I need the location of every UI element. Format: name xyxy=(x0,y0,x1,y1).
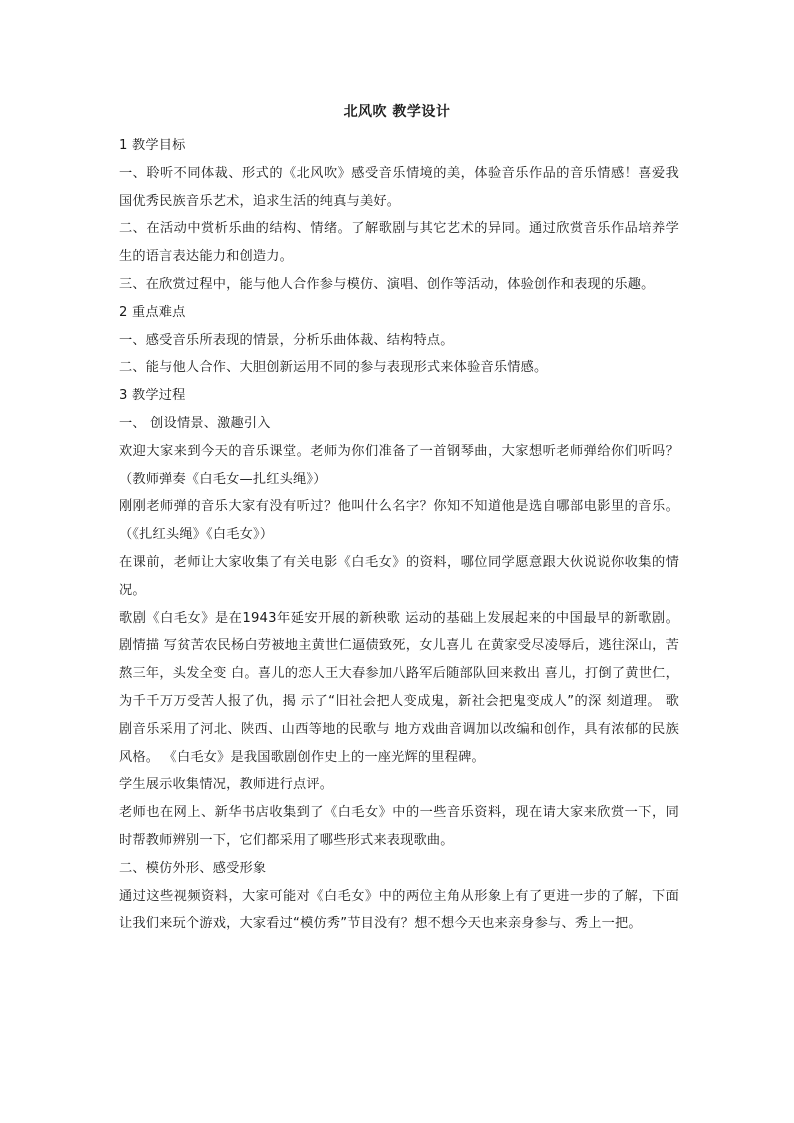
section-heading-process: 3 教学过程 xyxy=(119,388,186,404)
paragraph-preclass: 在课前，老师让大家收集了有关电影《白毛女》的资料，哪位同学愿意跟大伙说说你收集的情况。 xyxy=(119,554,679,598)
document-body xyxy=(119,132,679,938)
document-title: 北风吹 教学设计 xyxy=(343,104,451,120)
paragraph-welcome: 欢迎大家来到今天的音乐课堂。老师为你们准备了一首钢琴曲，大家想听老师弹给你们听吗？（教师弹奏《白毛女—扎红头绳》） xyxy=(119,443,679,487)
paragraph-teacher-materials: 老师也在网上、新华书店收集到了《白毛女》中的一些音乐资料，现在请大家来欣赏一下，同时帮教师辨别一下，它们都采用了哪些形式来表现歌曲。 xyxy=(119,805,679,848)
paragraph-question: 刚刚老师弹的音乐大家有没有听过？他叫什么名字？你知不知道他是选自哪部电影里的音乐。（《扎红头绳》《白毛女》） xyxy=(119,499,679,543)
paragraph-opera-intro: 歌剧《白毛女》是在1943年延安开展的新秧歌 运动的基础上发展起来的中国最早的新歌剧。剧情描 写贫苦农民杨白劳被地主黄世仁逼债致死，女儿喜儿 在黄家受尽凌辱后，逃往深山，苦熬三年，头发全变 白。喜儿的恋人王大春参加八路军后随部队回来救出 喜儿，打倒了黄世仁，为千千万万受苦人报了仇，揭 示了“旧社会把人变成鬼，新社会把鬼变成人”的深 刻道理。 歌剧音乐采用了河北、陕西、山西等地的民歌与 地方戏曲音调加以改编和创作，具有浓郁的民族风格。 《白毛女》是我国歌剧创作史上的一座光辉的里程碑。 xyxy=(119,610,679,765)
section-heading-objectives: 1 教学目标 xyxy=(119,138,186,153)
objective-3: 三、在欣赏过程中，能与他人合作参与模仿、演唱、创作等活动，体验创作和表现的乐趣。 xyxy=(119,276,655,292)
objective-2: 二、在活动中赏析乐曲的结构、情绪。了解歌剧与其它艺术的异同。通过欣赏音乐作品培养学生的语言表达能力和创造力。 xyxy=(119,221,679,265)
paragraph-game: 通过这些视频资料，大家可能对《白毛女》中的两位主角从形象上有了更进一步的了解，下面让我们来玩个游戏，大家看过“模仿秀”节目没有？想不想今天也来亲身参与、秀上一把。 xyxy=(119,888,679,932)
section-heading-key-points: 2 重点难点 xyxy=(119,304,186,320)
process-step-2-heading: 二、模仿外形、感受形象 xyxy=(119,860,267,876)
key-point-1: 一、感受音乐所表现的情景，分析乐曲体裁、结构特点。 xyxy=(119,332,454,348)
key-point-2: 二、能与他人合作、大胆创新运用不同的参与表现形式来体验音乐情感。 xyxy=(119,360,548,376)
process-step-1-heading: 一、 创设情景、激趣引入 xyxy=(119,415,271,431)
objective-1: 一、聆听不同体裁、形式的《北风吹》感受音乐情境的美，体验音乐作品的音乐情感！喜爱我国优秀民族音乐艺术，追求生活的纯真与美好。 xyxy=(119,165,679,209)
paragraph-student-show: 学生展示收集情况，教师进行点评。 xyxy=(119,777,334,793)
